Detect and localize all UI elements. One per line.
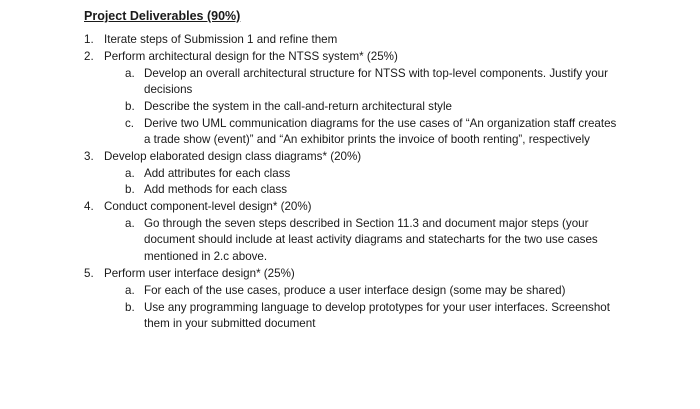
subitem-letter-3b: b. [125, 183, 135, 196]
subitem-text-2c-line1: Derive two UML communication diagrams for the use cases of “An organization staff creates [144, 117, 617, 130]
subitem-text-2b-line1: Describe the system in the call-and-return architectural style [144, 100, 453, 113]
subitem-letter-4a: a. [125, 217, 135, 230]
subitem-text-4a-line2: document should include at least activity diagrams and statecharts for the two use cases [144, 233, 598, 246]
subitem-letter-5a: a. [125, 284, 135, 297]
subitem-letter-2c: c. [125, 117, 135, 130]
item-text-4: Conduct component-level design* (20%) [104, 200, 312, 213]
item-number-2: 2. [84, 50, 94, 63]
item-number-5: 5. [84, 267, 94, 280]
subitem-text-4a-line1: Go through the seven steps described in Section 11.3 and document major steps (your [144, 217, 589, 230]
subitem-text-5a-line1: For each of the use cases, produce a user interface design (some may be shared) [144, 284, 566, 297]
subitem-text-3b-line1: Add methods for each class [144, 183, 288, 196]
section-heading: Project Deliverables (90%) [84, 9, 241, 23]
item-number-1: 1. [84, 33, 94, 46]
subitem-text-4a-line3: mentioned in 2.c above. [144, 250, 268, 263]
item-text-1: Iterate steps of Submission 1 and refine them [104, 33, 338, 46]
subitem-text-2a-line1: Develop an overall architectural structure for NTSS with top-level components. Justify your [144, 67, 608, 80]
subitem-text-5b-line2: them in your submitted document [144, 317, 316, 330]
item-text-2: Perform architectural design for the NTSS system* (25%) [104, 50, 398, 63]
subitem-text-2a-line2: decisions [144, 83, 193, 96]
subitem-letter-5b: b. [125, 301, 135, 314]
subitem-text-2c-line2: a trade show (event)” and “An exhibitor prints the invoice of booth renting”, respectively [144, 133, 590, 146]
item-number-3: 3. [84, 150, 94, 163]
subitem-text-3a-line1: Add attributes for each class [144, 167, 291, 180]
subitem-letter-2b: b. [125, 100, 135, 113]
item-number-4: 4. [84, 200, 94, 213]
item-text-5: Perform user interface design* (25%) [104, 267, 295, 280]
subitem-letter-2a: a. [125, 67, 135, 80]
item-text-3: Develop elaborated design class diagrams* (20%) [104, 150, 362, 163]
subitem-text-5b-line1: Use any programming language to develop prototypes for your user interfaces. Screenshot [144, 301, 610, 314]
subitem-letter-3a: a. [125, 167, 135, 180]
